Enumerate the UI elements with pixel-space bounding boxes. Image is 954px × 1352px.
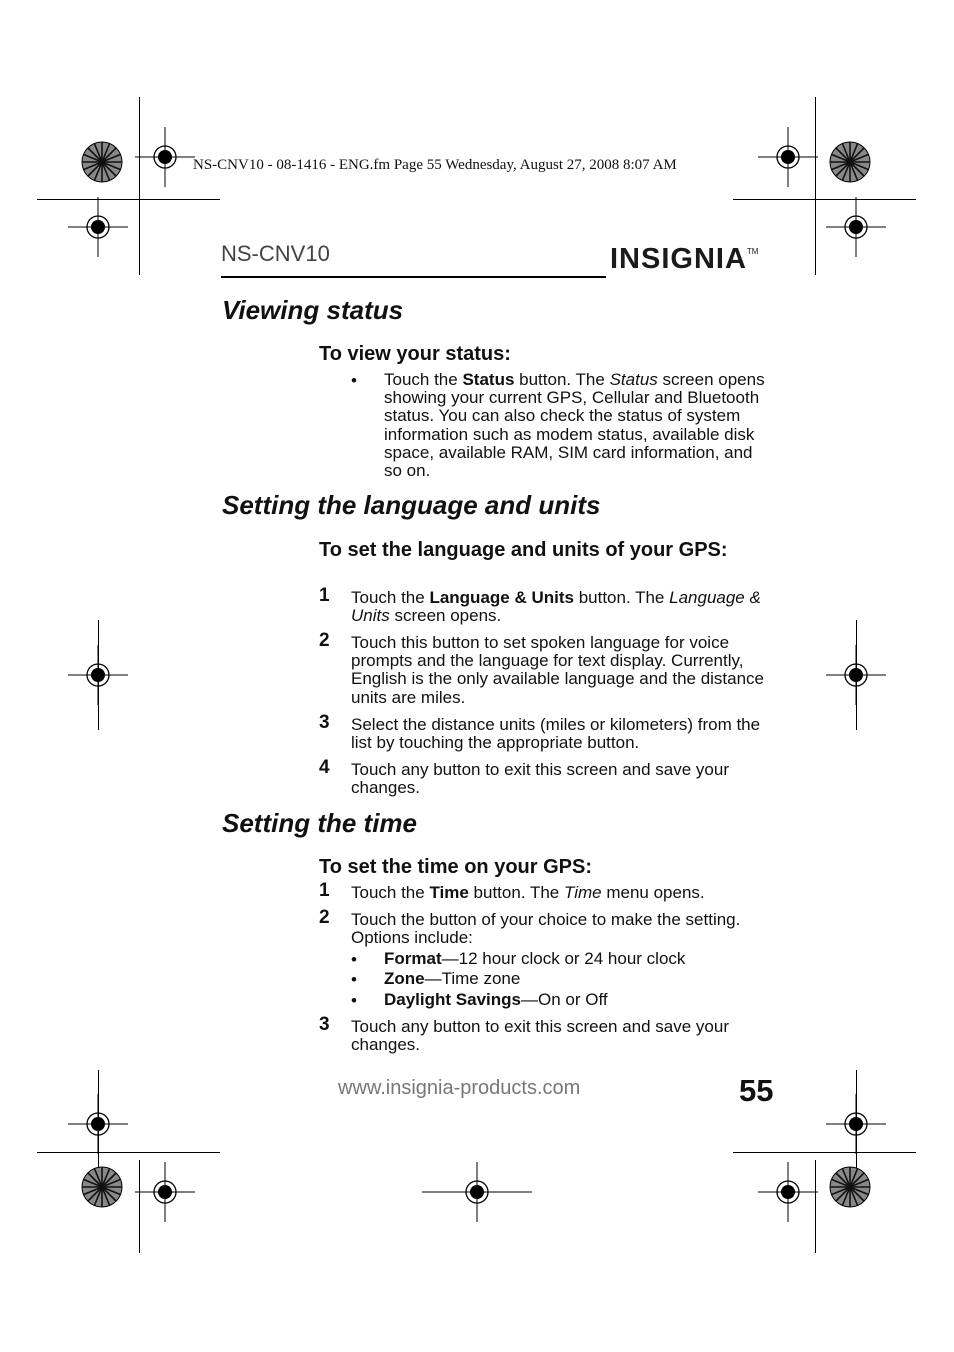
section-title-language: Setting the language and units xyxy=(222,490,601,520)
language-step-3: Select the distance units (miles or kilometers) from the list by touching the appropriate button. xyxy=(351,715,761,753)
step-number: 1 xyxy=(319,585,330,606)
registration-mark-icon xyxy=(758,1162,818,1222)
section-title-time: Setting the time xyxy=(222,808,418,838)
step-number: 4 xyxy=(319,757,330,778)
subtitle-language: To set the language and units of your GPS: xyxy=(319,539,728,561)
bullet-icon: • xyxy=(351,991,357,1010)
step-number: 2 xyxy=(319,630,330,651)
time-step-1: Touch the Time button. The Time menu opens. xyxy=(351,883,705,902)
brand-logo xyxy=(610,243,758,276)
bullet-icon: • xyxy=(351,371,357,390)
starburst-mark-icon xyxy=(830,142,870,182)
registration-mark-icon xyxy=(826,1094,886,1154)
page-number: 55 xyxy=(739,1073,774,1108)
bullet-icon: • xyxy=(351,950,357,969)
header-rule xyxy=(221,276,606,278)
time-step-3: Touch any button to exit this screen and save your changes. xyxy=(351,1017,730,1055)
bullet-icon: • xyxy=(351,970,357,989)
time-step-2: Touch the button of your choice to make the setting. Options include: xyxy=(351,910,741,948)
subtitle-time: To set the time on your GPS: xyxy=(319,856,592,878)
footer-url: www.insignia-products.com xyxy=(338,1077,581,1099)
trademark: TM xyxy=(746,247,759,256)
language-step-2: Touch this button to set spoken language for voice prompts and the language for text display. Currently, English is the only available language and the distance units are miles. xyxy=(351,633,765,707)
registration-mark-icon xyxy=(68,1094,128,1154)
step-number: 3 xyxy=(319,712,330,733)
time-option-zone: Zone—Time zone xyxy=(384,969,521,988)
status-bullet-text: Touch the Status button. The Status screen opens showing your current GPS, Cellular and Bluetooth status. You can also check the status of system information such as modem status, available disk space, available RAM, SIM card information, and so on. xyxy=(384,370,765,481)
brand-name: INSIGNIA xyxy=(610,243,747,275)
language-step-1: Touch the Language & Units button. The Language & Units screen opens. xyxy=(351,588,761,626)
step-number: 3 xyxy=(319,1014,330,1035)
step-number: 1 xyxy=(319,880,330,901)
time-option-daylight: Daylight Savings—On or Off xyxy=(384,990,608,1009)
starburst-mark-icon xyxy=(82,1167,122,1207)
registration-mark-icon xyxy=(135,127,195,187)
language-step-4: Touch any button to exit this screen and save your changes. xyxy=(351,760,730,798)
registration-mark-icon xyxy=(135,1162,195,1222)
registration-mark-icon xyxy=(758,127,818,187)
print-slug-line: NS-CNV10 - 08-1416 - ENG.fm Page 55 Wednesday, August 27, 2008 8:07 AM xyxy=(193,157,677,173)
subtitle-status: To view your status: xyxy=(319,343,511,365)
registration-mark-icon xyxy=(68,645,128,705)
registration-mark-icon xyxy=(68,197,128,257)
model-number: NS-CNV10 xyxy=(221,241,330,266)
starburst-mark-icon xyxy=(830,1167,870,1207)
time-option-format: Format—12 hour clock or 24 hour clock xyxy=(384,949,686,968)
registration-mark-icon xyxy=(826,645,886,705)
starburst-mark-icon xyxy=(82,142,122,182)
step-number: 2 xyxy=(319,907,330,928)
section-title-status: Viewing status xyxy=(222,295,404,325)
registration-mark-icon xyxy=(826,197,886,257)
